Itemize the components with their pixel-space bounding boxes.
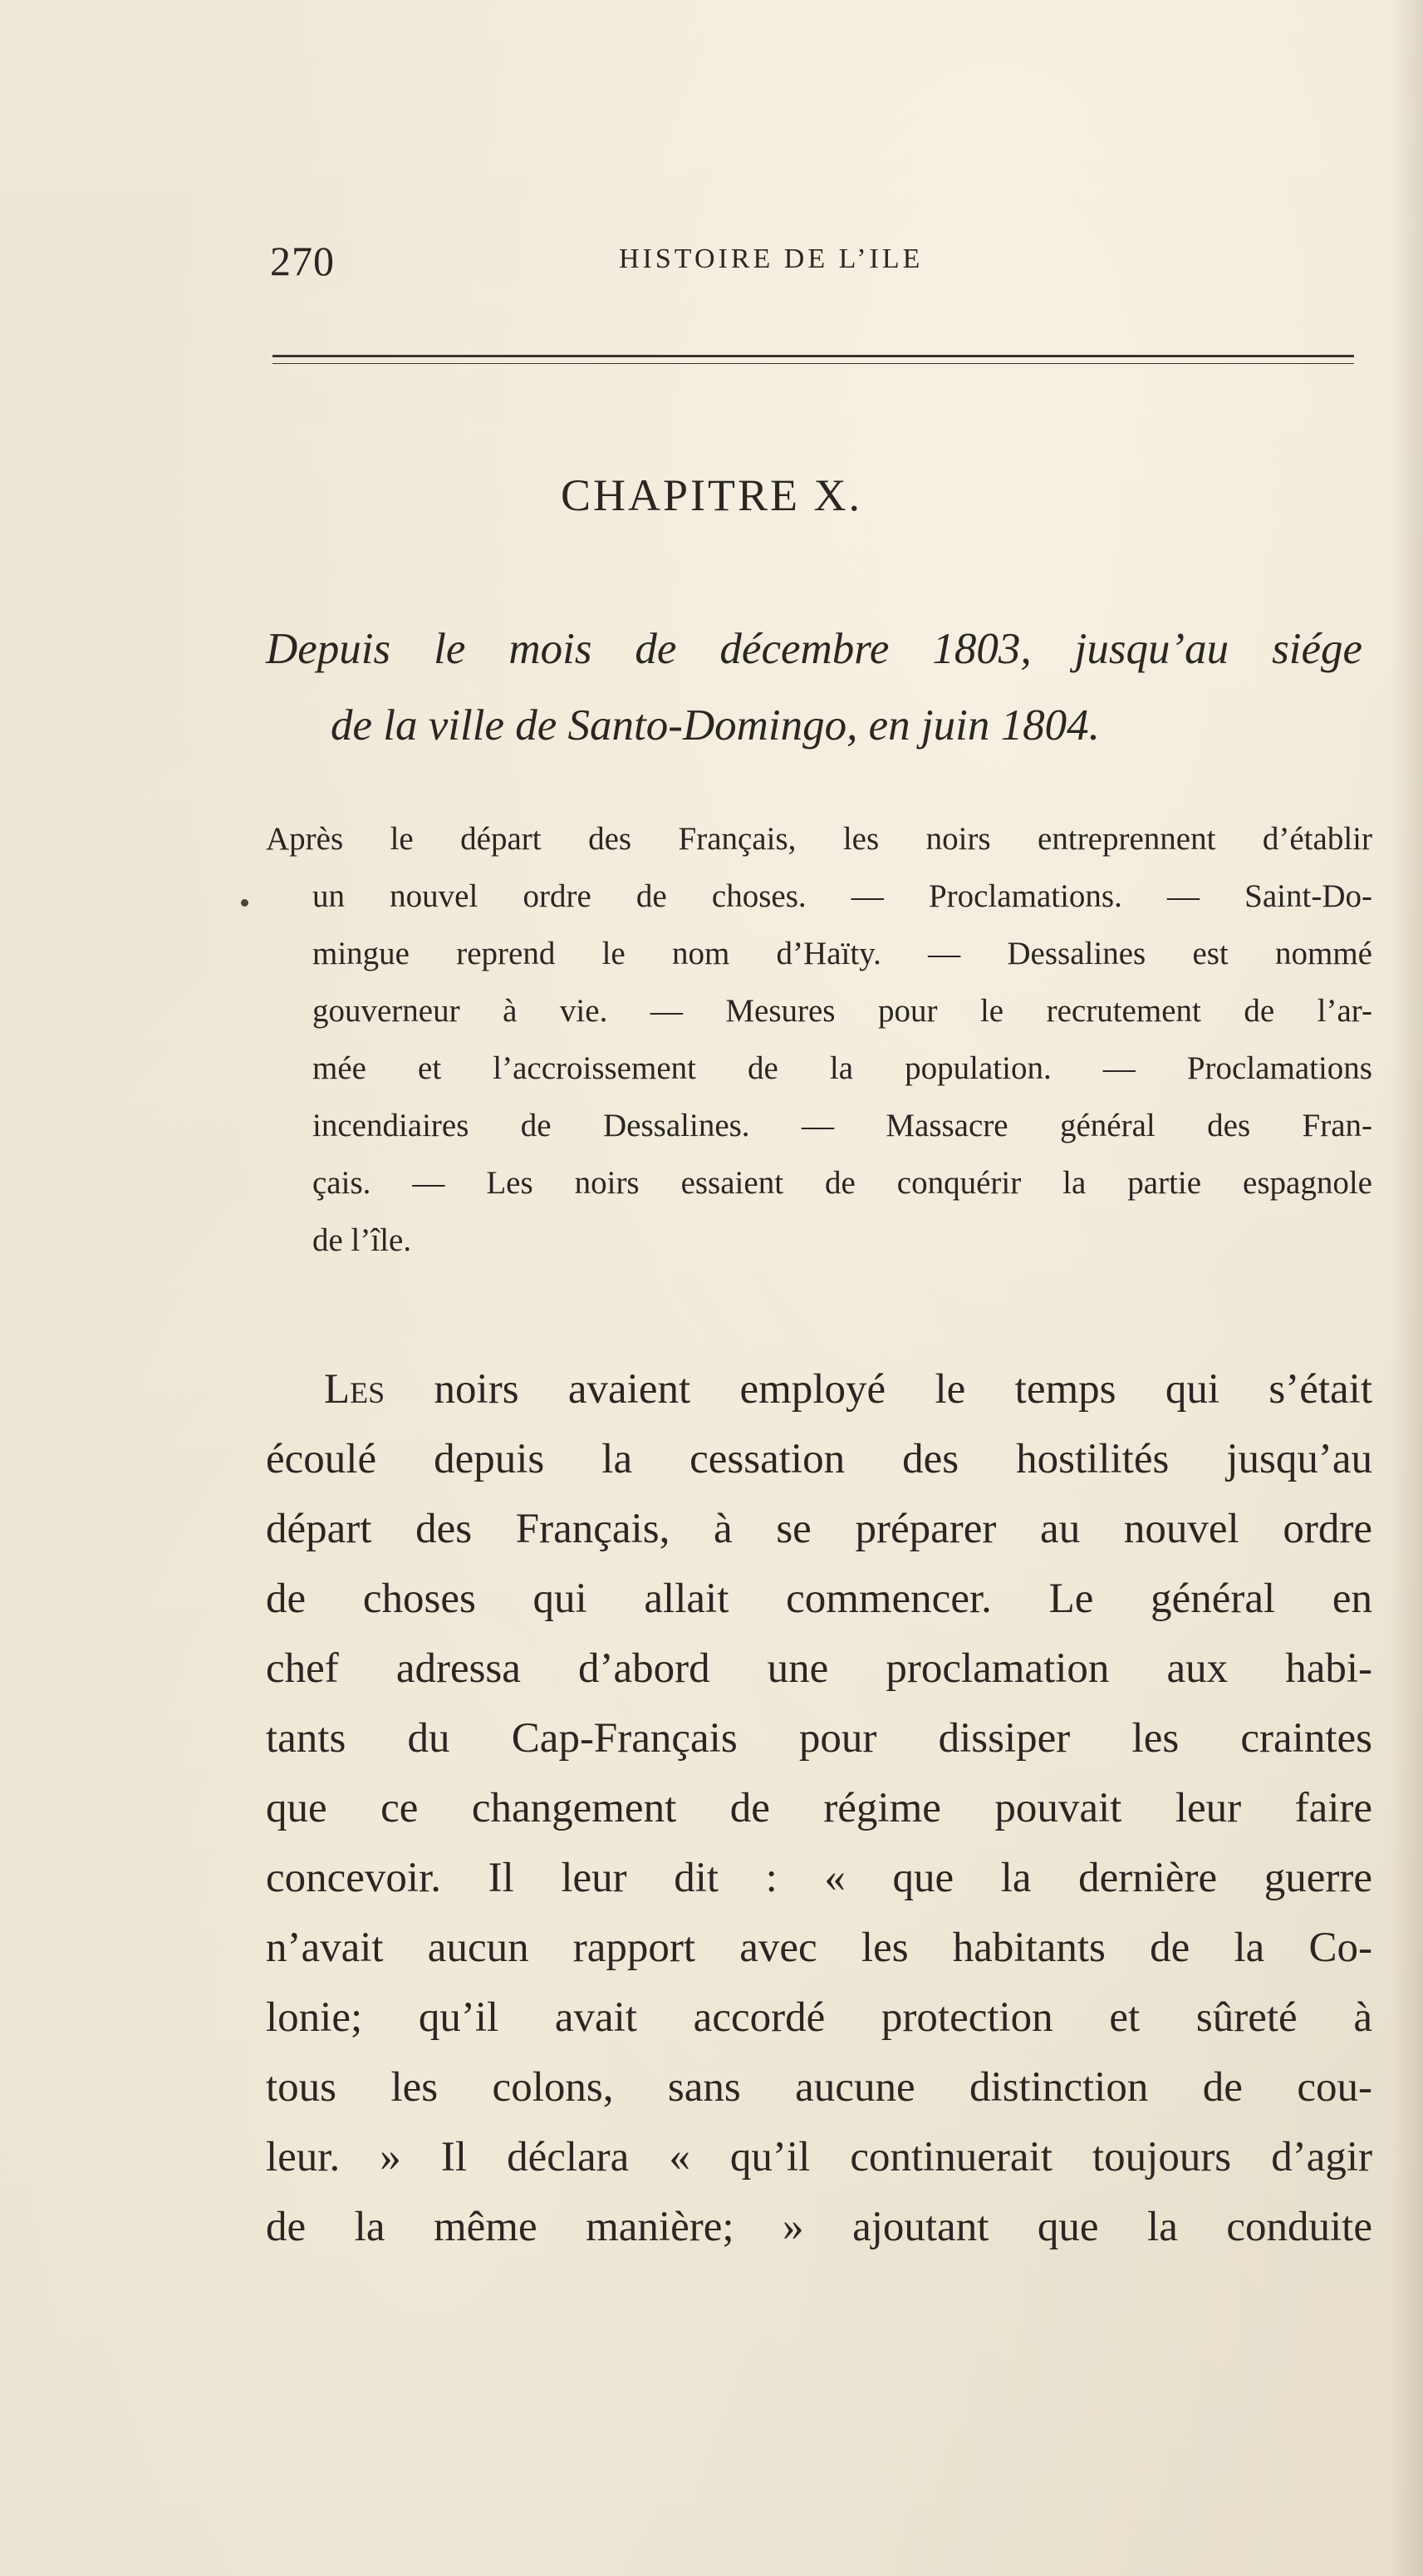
summary-line: Après le départ des Français, les noirs entreprennent d’établir bbox=[266, 821, 1372, 857]
body-text bbox=[266, 1354, 1372, 2262]
summary-line: mée et l’accroissement de la population. — Proclamations bbox=[312, 1050, 1372, 1086]
running-head bbox=[270, 237, 1367, 287]
header-rule bbox=[272, 355, 1354, 357]
body-line: leur. » Il déclara « qu’il continuerait toujours d’agir bbox=[266, 2134, 1372, 2180]
summary-line: çais. — Les noirs essaient de conquérir la partie espagnole bbox=[312, 1165, 1372, 1201]
body-line-rest: noirs avaient employé le temps qui s’était bbox=[385, 1366, 1372, 1413]
chapter-subtitle bbox=[266, 611, 1362, 764]
body-line: départ des Français, à se préparer au nouvel ordre bbox=[266, 1506, 1372, 1552]
body-line: de choses qui allait commencer. Le général en bbox=[266, 1576, 1372, 1622]
ink-speck bbox=[241, 899, 248, 907]
body-line: concevoir. Il leur dit : « que la dernière guerre bbox=[266, 1855, 1372, 1901]
subtitle-line: Depuis le mois de décembre 1803, jusqu’au siége bbox=[266, 625, 1362, 673]
summary-line: mingue reprend le nom d’Haïty. — Dessalines est nommé bbox=[312, 936, 1372, 971]
subtitle-line: de la ville de Santo-Domingo, en juin 1804. bbox=[331, 701, 1100, 750]
drop-word: Les bbox=[324, 1366, 385, 1413]
header-rule-thin bbox=[272, 363, 1354, 364]
body-line: lonie; qu’il avait accordé protection et sûreté à bbox=[266, 1994, 1372, 2041]
body-line: tants du Cap-Français pour dissiper les craintes bbox=[266, 1715, 1372, 1762]
body-line: de la même manière; » ajoutant que la conduite bbox=[266, 2204, 1372, 2250]
body-line: écoulé depuis la cessation des hostilités jusqu’au bbox=[266, 1436, 1372, 1482]
page-number: 270 bbox=[270, 238, 335, 284]
summary-line: un nouvel ordre de choses. — Proclamations. — Saint-Do- bbox=[312, 878, 1372, 914]
summary-line: gouverneur à vie. — Mesures pour le recrutement de l’ar- bbox=[312, 993, 1372, 1029]
body-line: que ce changement de régime pouvait leur faire bbox=[266, 1785, 1372, 1831]
running-title: HISTOIRE DE L’ILE bbox=[619, 243, 924, 274]
body-line bbox=[266, 1354, 1372, 1424]
body-line: chef adressa d’abord une proclamation aux habi- bbox=[266, 1645, 1372, 1692]
summary-line: de l’île. bbox=[312, 1222, 412, 1258]
body-line: tous les colons, sans aucune distinction de cou- bbox=[266, 2064, 1372, 2111]
chapter-title: CHAPITRE X. bbox=[560, 470, 862, 520]
body-line: n’avait aucun rapport avec les habitants de la Co- bbox=[266, 1925, 1372, 1971]
summary-line: incendiaires de Dessalines. — Massacre général des Fran- bbox=[312, 1108, 1372, 1143]
chapter-summary bbox=[266, 810, 1372, 1269]
